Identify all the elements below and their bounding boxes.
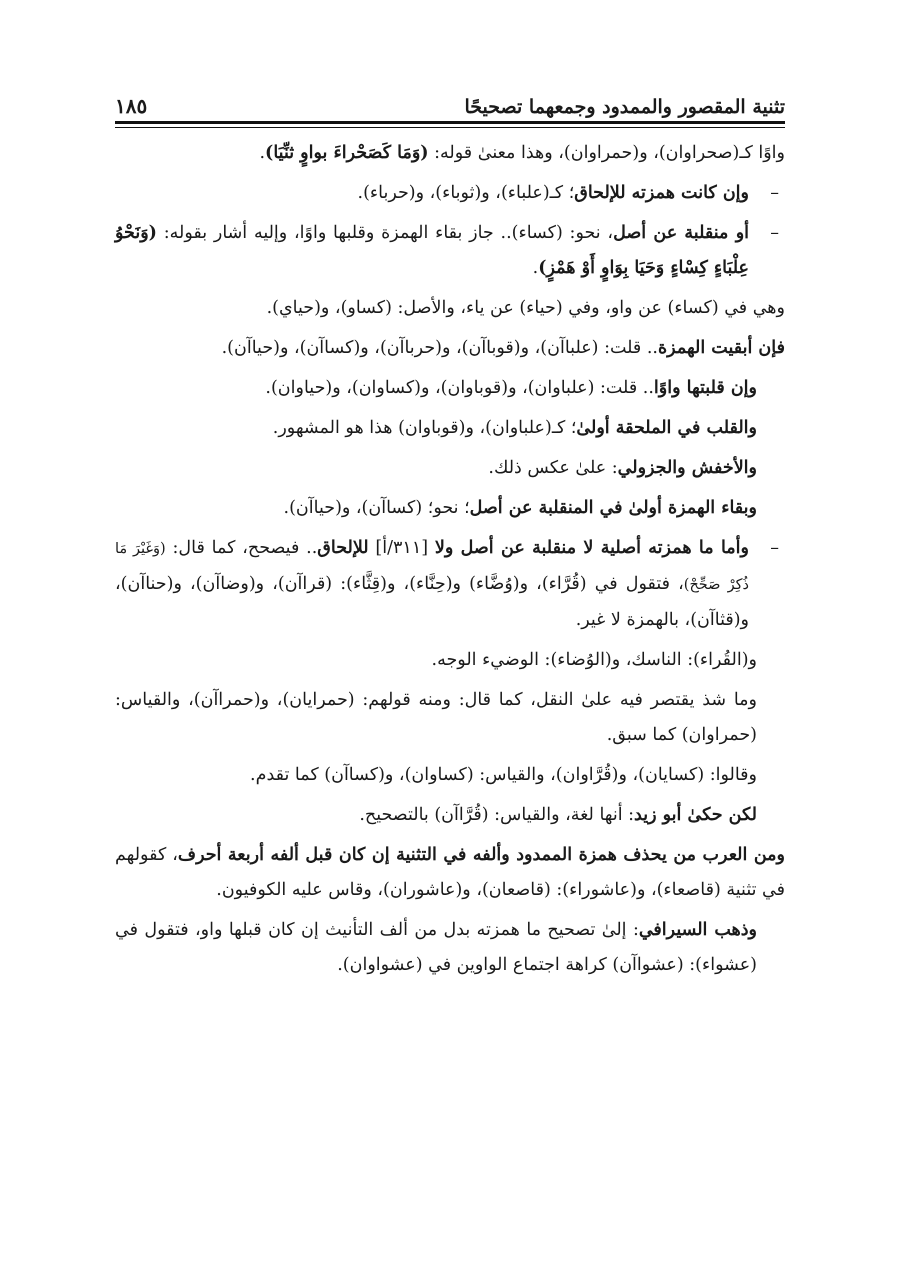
paragraph: ومن العرب من يحذف همزة الممدود وألفه في التثنية إن كان قبل ألفه أربعة أحرف، كقولهم في تثنية (قاصعاء)، و(عاشوراء): (قاصعان)، و(عاشوران)، وقاس عليه الكوفيون. [115,845,786,900]
header-rule-thin [115,127,785,128]
paragraph: وبقاء الهمزة أولىٰ في المنقلبة عن أصل؛ نحو؛ (كساآن)، و(حياآن). [283,498,757,518]
paragraph: وهي في (كساء) عن واو، وفي (حياء) عن ياء، والأصل: (كساو)، و(حياي). [266,298,785,318]
paragraph: واوًا كـ(صحراوان)، و(حمراوان)، وهذا معنىٰ قوله: (وَمَا كَصَحْراءَ بواوٍ ثنِّيَا). [259,143,785,163]
paragraph: والقلب في الملحقة أولىٰ؛ كـ(علباوان)، و(قوباوان) هذا هو المشهور. [272,418,757,438]
body-text [115,136,785,988]
dash-marker: – [770,223,779,243]
page-header [115,84,785,118]
dash-marker: – [770,538,779,558]
manuscript-ref: [٣١١/أ] [375,538,429,558]
list-item: – وأما ما همزته أصلية لا منقلبة عن أصل ولا [٣١١/أ] للإلحاق.. فيصحح، كما قال: (وَغَيْرَ مَا ذُكِرْ صَحِّحْ)، فتقول في (قُرَّاء)، و(وُضَّاء) و(حِنَّاء)، و(قِثَّاء): (قراآن)، و(وضاآن)، و(حناآن)، و(قثاآن)، بالهمزة لا غير. [115,531,785,638]
running-title: تثنية المقصور والممدود وجمعهما تصحيحًا [464,96,785,118]
page-number: ١٨٥ [115,94,148,118]
list-item: – وإن كانت همزته للإلحاق؛ كـ(علباء)، و(ثوباء)، و(حرباء). [115,176,785,211]
paragraph: وقالوا: (كسايان)، و(قُرَّاوان)، والقياس: (كساوان)، و(كساآن) كما تقدم. [250,765,757,785]
header-rule-thick [115,121,785,124]
verse-quote: (وَغَيْرَ مَا ذُكِرْ صَحِّحْ) [115,541,749,593]
paragraph: والأخفش والجزولي: علىٰ عكس ذلك. [488,458,757,478]
verse-quote: (وَنَحْوُ عِلْبَاءٍ كِسْاءٍ وَحَيَا بِوَاوٍ أَوْ هَمْزٍ) [115,223,749,278]
dash-marker: – [770,183,779,203]
paragraph: فإن أبقيت الهمزة.. قلت: (علباآن)، و(قوباآن)، و(حرباآن)، و(كساآن)، و(حياآن). [221,338,785,358]
verse-quote: (وَمَا كَصَحْراءَ بواوٍ ثنِّيَا) [265,143,429,163]
list-item: – أو منقلبة عن أصل، نحو: (كساء).. جاز بقاء الهمزة وقلبها واوًا، وإليه أشار بقوله: (وَنَحْوُ عِلْبَاءٍ كِسْاءٍ وَحَيَا بِوَاوٍ أَوْ هَمْزٍ). [115,216,785,286]
paragraph: وذهب السيرافي: إلىٰ تصحيح ما همزته بدل من ألف التأنيث إن كان قبلها واو، فتقول في (عشواء): (عشواآن) كراهة اجتماع الواوين في (عشواوان). [115,920,757,975]
paragraph: وإن قلبتها واوًا.. قلت: (علباوان)، و(قوباوان)، و(كساوان)، و(حياوان). [265,378,757,398]
paragraph: وما شذ يقتصر فيه علىٰ النقل، كما قال: ومنه قولهم: (حمرايان)، و(حمراآن)، والقياس: (حمراوان) كما سبق. [115,690,757,745]
paragraph: لكن حكىٰ أبو زيد: أنها لغة، والقياس: (قُرَّاآن) بالتصحيح. [359,805,757,825]
paragraph: و(القُراء): الناسك، و(الوُضاء): الوضيء الوجه. [431,650,757,670]
